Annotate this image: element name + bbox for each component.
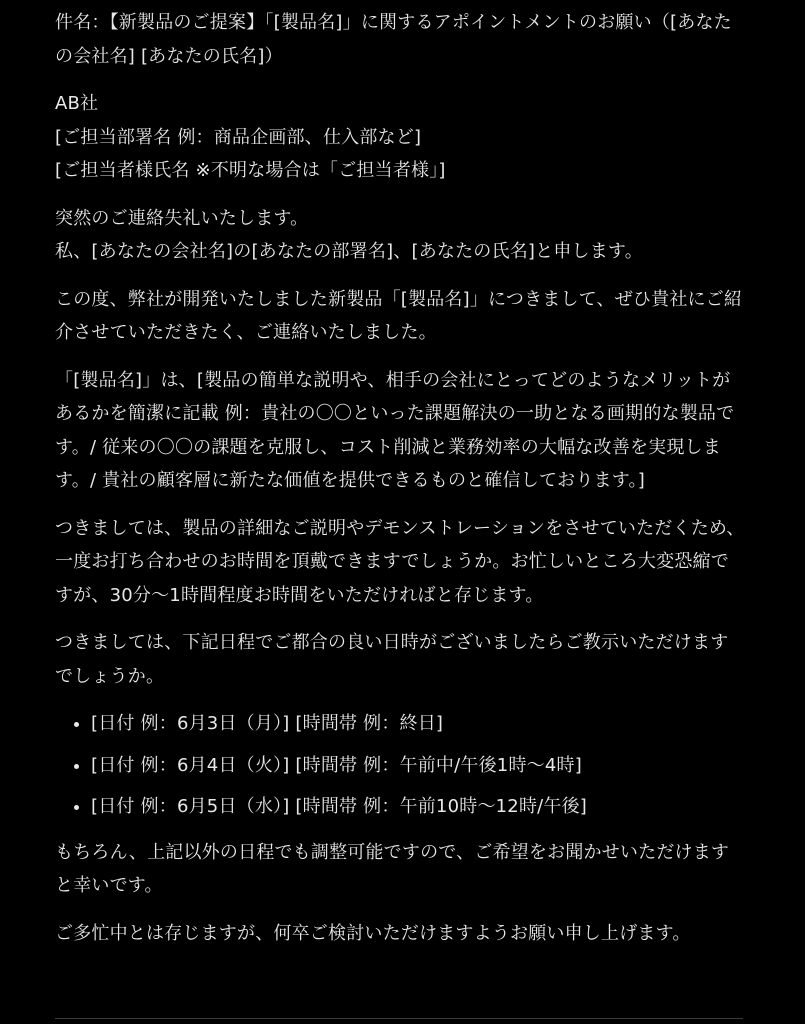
list-item: • [日付 例：6月3日（月）] [時間帯 例：終日] xyxy=(91,707,745,741)
product-description-paragraph: 「[製品名]」は、[製品の簡単な説明や、相手の会社にとってどのようなメリットがあるかを簡潔に記載 例：貴社の〇〇といった課題解決の一助となる画期的な製品です。/ 従来の〇〇の課題を克服し、コスト削減と業務効率の大幅な改善を実現します。/ 貴社の顧客層に新たな価値を提供できるものと確信しております。] xyxy=(55,369,735,491)
recipient-company: AB社 xyxy=(55,93,99,114)
intro-line-2: 私、[あなたの会社名]の[あなたの部署名]、[あなたの氏名]と申します。 xyxy=(55,241,643,262)
closing-paragraph: ご多忙中とは存じますが、何卒ご検討いただけますようお願い申し上げます。 xyxy=(55,922,691,944)
list-item: • [日付 例：6月5日（水）] [時間帯 例：午前10時〜12時/午後] xyxy=(91,790,745,824)
recipient-department: [ご担当部署名 例：商品企画部、仕入部など] xyxy=(55,126,422,148)
intro-line-1: 突然のご連絡失礼いたします。 xyxy=(55,207,309,229)
meeting-request-paragraph: つきましては、製品の詳細なご説明やデモンストレーションをさせていただくため、一度お打ち合わせのお時間を頂戴できますでしょうか。お忙しいところ大変恐縮ですが、30分〜1時間程度お時間をいただければと存じます。 xyxy=(55,517,745,606)
recipient-block xyxy=(55,87,745,188)
email-draft-body xyxy=(55,6,745,964)
schedule-intro-paragraph: つきましては、下記日程でご都合の良い日時がございましたらご教示いただけますでしょうか。 xyxy=(55,632,729,687)
email-subject: 件名：【新製品のご提案】「[製品名]」に関するアポイントメントのお願い（[あなたの会社名] [あなたの氏名]） xyxy=(55,12,732,67)
flexibility-paragraph: もちろん、上記以外の日程でも調整可能ですので、ご希望をお聞かせいただけますと幸いです。 xyxy=(55,841,730,896)
list-item: • [日付 例：6月4日（火）] [時間帯 例：午前中/午後1時〜4時] xyxy=(91,749,745,783)
divider xyxy=(55,1018,743,1019)
purpose-paragraph: この度、弊社が開発いたしました新製品「[製品名]」につきまして、ぜひ貴社にご紹介させていただきたく、ご連絡いたしました。 xyxy=(55,288,743,343)
intro-paragraph xyxy=(55,202,745,269)
schedule-options-list xyxy=(55,707,745,824)
recipient-person: [ご担当者様氏名 ※不明な場合は「ご担当者様」] xyxy=(55,160,446,181)
